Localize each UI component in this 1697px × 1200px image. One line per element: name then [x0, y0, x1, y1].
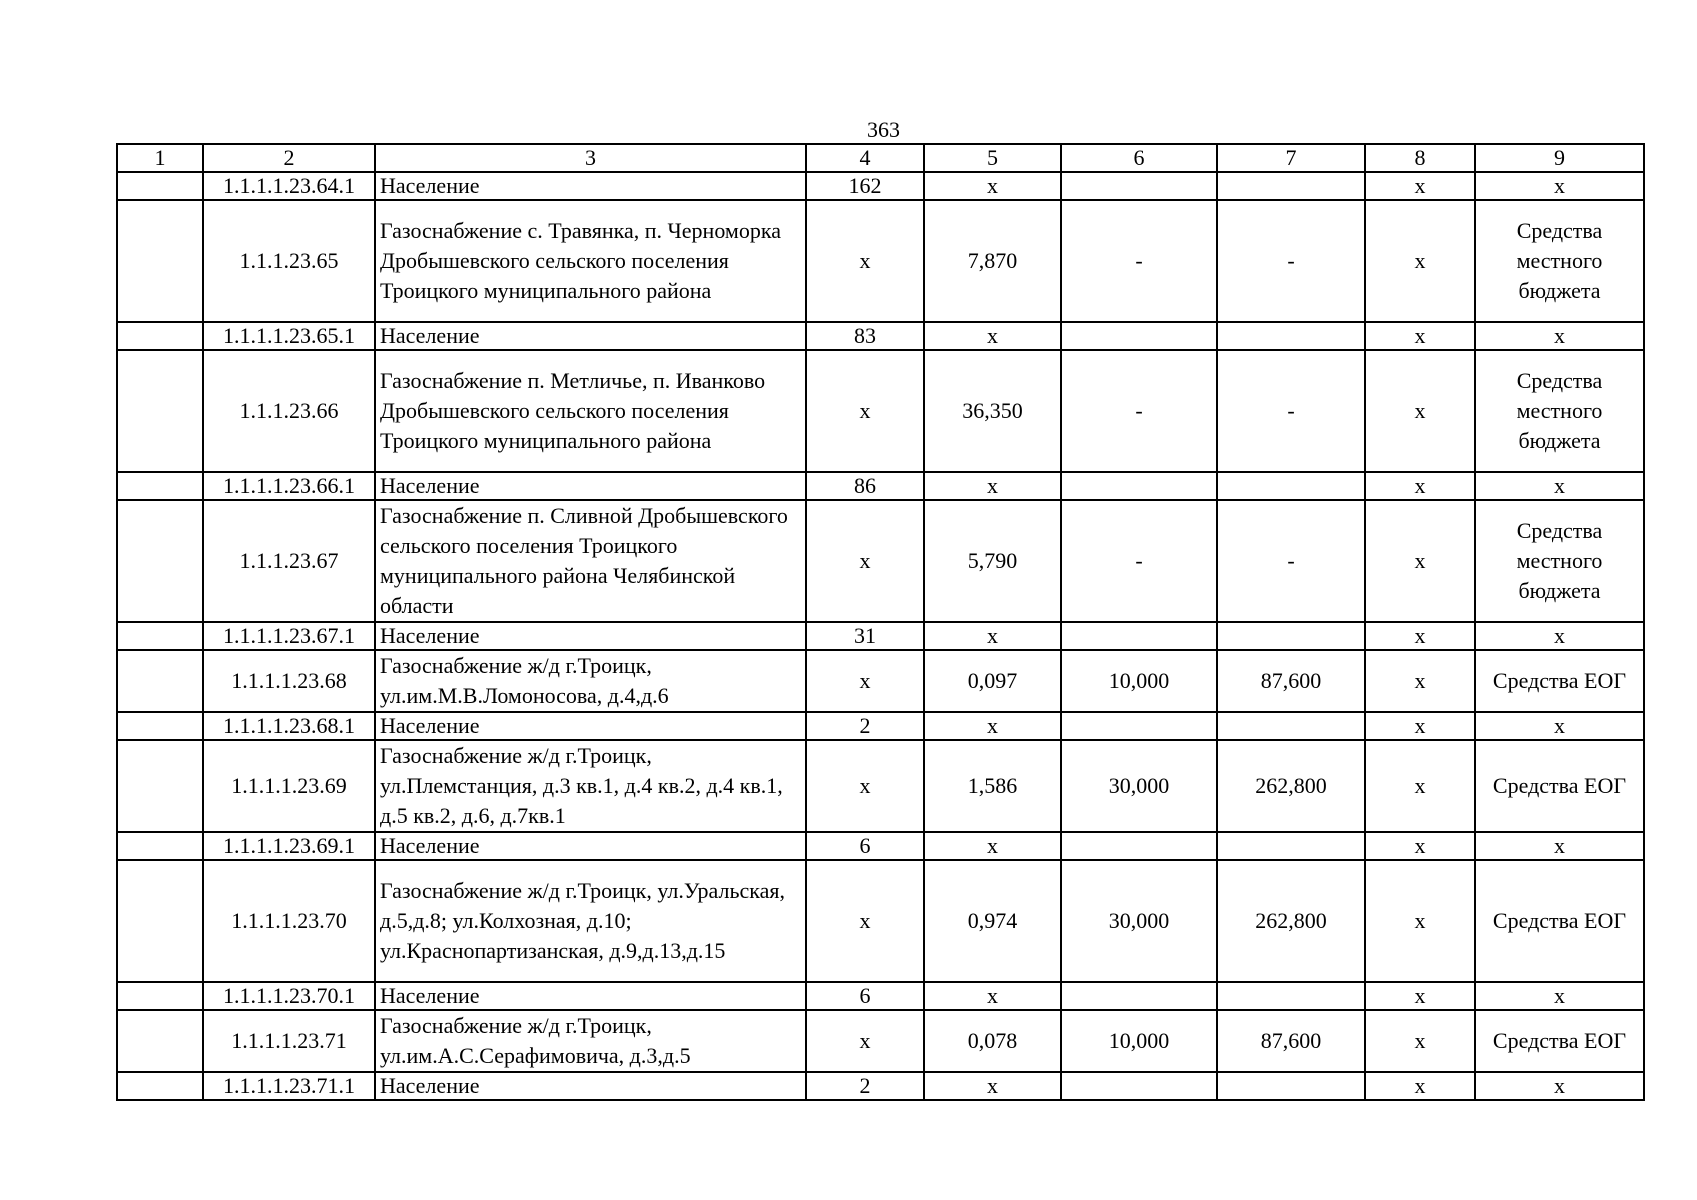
cell-index — [117, 472, 203, 500]
cell-col7: 87,600 — [1217, 650, 1365, 712]
cell-col5: 5,790 — [924, 500, 1061, 622]
cell-col7 — [1217, 832, 1365, 860]
cell-index — [117, 832, 203, 860]
cell-col6 — [1061, 1072, 1217, 1100]
cell-funding: x — [1475, 832, 1644, 860]
cell-col5: 0,078 — [924, 1010, 1061, 1072]
cell-funding: x — [1475, 982, 1644, 1010]
cell-col6 — [1061, 622, 1217, 650]
cell-col5: x — [924, 1072, 1061, 1100]
cell-index — [117, 712, 203, 740]
table-row — [117, 322, 1644, 350]
cell-description: Население — [375, 622, 806, 650]
cell-code: 1.1.1.1.23.70.1 — [203, 982, 375, 1010]
cell-col8: x — [1365, 1010, 1475, 1072]
table-row — [117, 172, 1644, 200]
cell-index — [117, 322, 203, 350]
table-row — [117, 650, 1644, 712]
cell-col5: 36,350 — [924, 350, 1061, 472]
cell-col7 — [1217, 472, 1365, 500]
cell-description: Население — [375, 472, 806, 500]
cell-index — [117, 740, 203, 832]
cell-col4: 6 — [806, 832, 924, 860]
cell-col6 — [1061, 832, 1217, 860]
cell-col8: x — [1365, 740, 1475, 832]
cell-col6: 30,000 — [1061, 860, 1217, 982]
cell-index — [117, 1010, 203, 1072]
table-row — [117, 1072, 1644, 1100]
cell-index — [117, 650, 203, 712]
cell-col8: x — [1365, 650, 1475, 712]
cell-funding: Средства местного бюджета — [1475, 350, 1644, 472]
cell-col6: 30,000 — [1061, 740, 1217, 832]
cell-index — [117, 982, 203, 1010]
cell-col8: x — [1365, 350, 1475, 472]
cell-col6: - — [1061, 200, 1217, 322]
page-number: 363 — [867, 117, 900, 142]
cell-col7 — [1217, 622, 1365, 650]
cell-description: Газоснабжение ж/д г.Троицк, ул.Уральская, д.5,д.8; ул.Колхозная, д.10; ул.Краснопартизанская, д.9,д.13,д.15 — [375, 860, 806, 982]
cell-col8: x — [1365, 982, 1475, 1010]
cell-funding: Средства ЕОГ — [1475, 650, 1644, 712]
cell-col8: x — [1365, 500, 1475, 622]
cell-code: 1.1.1.23.65 — [203, 200, 375, 322]
cell-col5: x — [924, 832, 1061, 860]
column-header: 9 — [1475, 144, 1644, 172]
cell-col7 — [1217, 322, 1365, 350]
table-row — [117, 622, 1644, 650]
cell-col5: x — [924, 982, 1061, 1010]
cell-col7: 87,600 — [1217, 1010, 1365, 1072]
table-row — [117, 500, 1644, 622]
table-row — [117, 350, 1644, 472]
column-header: 7 — [1217, 144, 1365, 172]
cell-index — [117, 500, 203, 622]
cell-funding: Средства ЕОГ — [1475, 860, 1644, 982]
column-header: 2 — [203, 144, 375, 172]
cell-col8: x — [1365, 832, 1475, 860]
cell-col8: x — [1365, 622, 1475, 650]
cell-col4: x — [806, 740, 924, 832]
cell-col4: 162 — [806, 172, 924, 200]
cell-code: 1.1.1.1.23.71 — [203, 1010, 375, 1072]
table-row — [117, 832, 1644, 860]
cell-col4: 2 — [806, 712, 924, 740]
cell-funding: Средства местного бюджета — [1475, 200, 1644, 322]
cell-funding: x — [1475, 1072, 1644, 1100]
data-table — [116, 143, 1645, 1101]
cell-description: Население — [375, 712, 806, 740]
cell-description: Газоснабжение п. Метличье, п. Иванково Дробышевского сельского поселения Троицкого муниципального района — [375, 350, 806, 472]
cell-col4: 6 — [806, 982, 924, 1010]
cell-col6 — [1061, 322, 1217, 350]
cell-description: Население — [375, 832, 806, 860]
cell-code: 1.1.1.23.66 — [203, 350, 375, 472]
cell-col7 — [1217, 172, 1365, 200]
cell-funding: x — [1475, 322, 1644, 350]
cell-code: 1.1.1.1.23.65.1 — [203, 322, 375, 350]
cell-col8: x — [1365, 172, 1475, 200]
cell-col8: x — [1365, 472, 1475, 500]
cell-funding: x — [1475, 172, 1644, 200]
cell-index — [117, 200, 203, 322]
cell-col6: 10,000 — [1061, 1010, 1217, 1072]
column-header: 8 — [1365, 144, 1475, 172]
cell-col7: - — [1217, 200, 1365, 322]
table-row — [117, 472, 1644, 500]
cell-col5: x — [924, 472, 1061, 500]
cell-code: 1.1.1.1.23.64.1 — [203, 172, 375, 200]
cell-code: 1.1.1.23.67 — [203, 500, 375, 622]
cell-col5: 7,870 — [924, 200, 1061, 322]
cell-code: 1.1.1.1.23.66.1 — [203, 472, 375, 500]
cell-description: Газоснабжение с. Травянка, п. Черноморка Дробышевского сельского поселения Троицкого муниципального района — [375, 200, 806, 322]
cell-funding: x — [1475, 472, 1644, 500]
table-row — [117, 982, 1644, 1010]
cell-index — [117, 1072, 203, 1100]
cell-funding: Средства местного бюджета — [1475, 500, 1644, 622]
cell-index — [117, 860, 203, 982]
cell-col6: 10,000 — [1061, 650, 1217, 712]
cell-col5: 1,586 — [924, 740, 1061, 832]
cell-description: Население — [375, 322, 806, 350]
table-row — [117, 200, 1644, 322]
cell-col4: x — [806, 500, 924, 622]
cell-col4: x — [806, 1010, 924, 1072]
cell-description: Газоснабжение ж/д г.Троицк, ул.им.А.С.Серафимовича, д.3,д.5 — [375, 1010, 806, 1072]
cell-description: Население — [375, 1072, 806, 1100]
cell-col4: 86 — [806, 472, 924, 500]
cell-col5: x — [924, 322, 1061, 350]
table-row — [117, 860, 1644, 982]
table-row — [117, 740, 1644, 832]
cell-col4: x — [806, 200, 924, 322]
cell-code: 1.1.1.1.23.71.1 — [203, 1072, 375, 1100]
cell-index — [117, 172, 203, 200]
column-header: 3 — [375, 144, 806, 172]
cell-description: Газоснабжение ж/д г.Троицк, ул.им.М.В.Ломоносова, д.4,д.6 — [375, 650, 806, 712]
cell-col5: x — [924, 712, 1061, 740]
cell-col6 — [1061, 982, 1217, 1010]
cell-funding: Средства ЕОГ — [1475, 740, 1644, 832]
cell-col5: x — [924, 622, 1061, 650]
cell-funding: Средства ЕОГ — [1475, 1010, 1644, 1072]
table-body — [117, 172, 1644, 1100]
column-header: 6 — [1061, 144, 1217, 172]
cell-col6 — [1061, 172, 1217, 200]
cell-col8: x — [1365, 860, 1475, 982]
cell-code: 1.1.1.1.23.67.1 — [203, 622, 375, 650]
cell-description: Население — [375, 982, 806, 1010]
table-row — [117, 1010, 1644, 1072]
cell-col4: 2 — [806, 1072, 924, 1100]
cell-col4: x — [806, 860, 924, 982]
cell-col6: - — [1061, 500, 1217, 622]
cell-col8: x — [1365, 200, 1475, 322]
cell-col4: x — [806, 650, 924, 712]
cell-col7: - — [1217, 350, 1365, 472]
cell-col4: x — [806, 350, 924, 472]
cell-funding: x — [1475, 712, 1644, 740]
column-header: 5 — [924, 144, 1061, 172]
cell-col8: x — [1365, 322, 1475, 350]
cell-code: 1.1.1.1.23.68 — [203, 650, 375, 712]
cell-col7 — [1217, 1072, 1365, 1100]
cell-code: 1.1.1.1.23.68.1 — [203, 712, 375, 740]
cell-col7: 262,800 — [1217, 860, 1365, 982]
column-header: 4 — [806, 144, 924, 172]
cell-index — [117, 622, 203, 650]
cell-col6: - — [1061, 350, 1217, 472]
cell-col7: - — [1217, 500, 1365, 622]
cell-code: 1.1.1.1.23.69 — [203, 740, 375, 832]
cell-funding: x — [1475, 622, 1644, 650]
cell-col8: x — [1365, 712, 1475, 740]
cell-col8: x — [1365, 1072, 1475, 1100]
cell-description: Газоснабжение п. Сливной Дробышевского сельского поселения Троицкого муниципального района Челябинской области — [375, 500, 806, 622]
cell-col7 — [1217, 712, 1365, 740]
cell-code: 1.1.1.1.23.69.1 — [203, 832, 375, 860]
cell-col6 — [1061, 712, 1217, 740]
cell-col4: 31 — [806, 622, 924, 650]
table-row — [117, 712, 1644, 740]
cell-col6 — [1061, 472, 1217, 500]
cell-col7 — [1217, 982, 1365, 1010]
cell-col7: 262,800 — [1217, 740, 1365, 832]
column-header: 1 — [117, 144, 203, 172]
cell-col5: 0,097 — [924, 650, 1061, 712]
header-row — [117, 144, 1644, 172]
cell-code: 1.1.1.1.23.70 — [203, 860, 375, 982]
cell-index — [117, 350, 203, 472]
cell-col5: 0,974 — [924, 860, 1061, 982]
cell-description: Население — [375, 172, 806, 200]
cell-col5: x — [924, 172, 1061, 200]
cell-description: Газоснабжение ж/д г.Троицк, ул.Племстанция, д.3 кв.1, д.4 кв.2, д.4 кв.1, д.5 кв.2, д.6, д.7кв.1 — [375, 740, 806, 832]
cell-col4: 83 — [806, 322, 924, 350]
